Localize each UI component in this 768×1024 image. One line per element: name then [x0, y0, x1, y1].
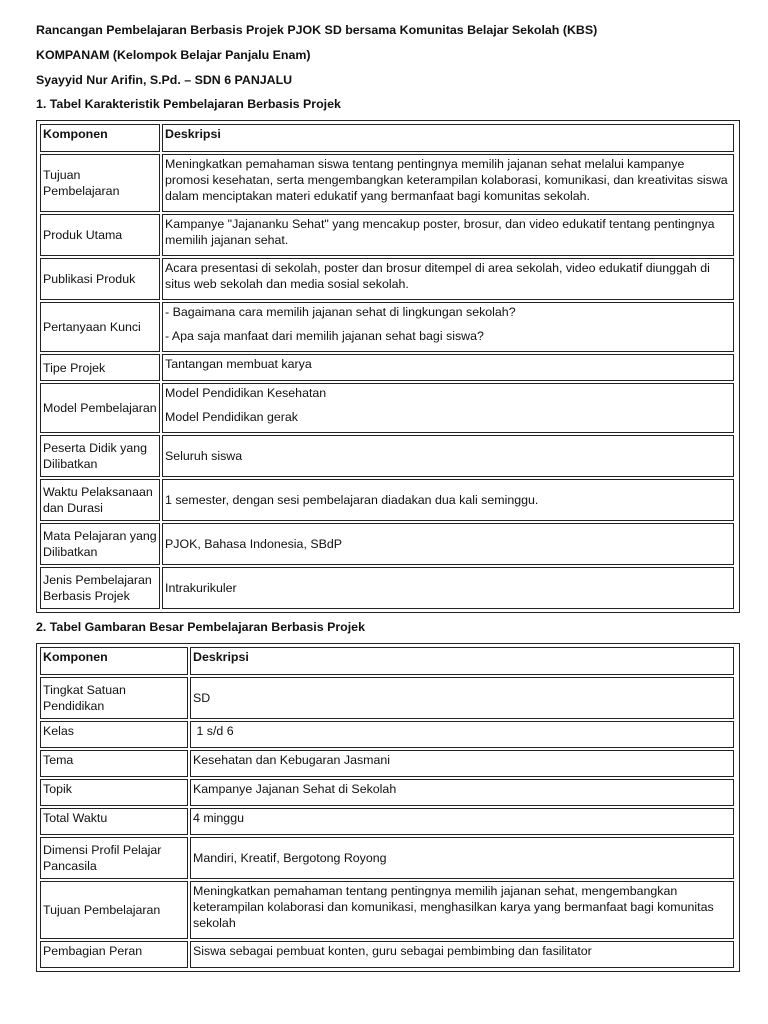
table-header-row — [39, 646, 737, 676]
author-line: Syayyid Nur Arifin, S.Pd. – SDN 6 PANJALU — [36, 73, 293, 87]
row-label: Waktu Pelaksanaan dan Durasi — [40, 479, 160, 521]
table-row — [39, 720, 737, 749]
table-row — [39, 522, 737, 566]
row-label: Tipe Projek — [40, 354, 160, 381]
row-label: Tujuan Pembelajaran — [40, 881, 188, 939]
table-row — [39, 257, 737, 301]
row-value: Acara presentasi di sekolah, poster dan brosur ditempel di area sekolah, video edukatif diunggah di situs web sekolah dan media sosial sekolah. — [162, 258, 734, 300]
document-title: Rancangan Pembelajaran Berbasis Projek PJOK SD bersama Komunitas Belajar Sekolah (KBS) — [36, 23, 598, 37]
key-question-1: - Bagaimana cara memilih jajanan sehat di lingkungan sekolah? — [165, 305, 516, 319]
table-row — [39, 353, 737, 382]
group-name: KOMPANAM (Kelompok Belajar Panjalu Enam) — [36, 48, 311, 62]
row-value: Siswa sebagai pembuat konten, guru sebagai pembimbing dan fasilitator — [190, 941, 734, 968]
table-row — [39, 836, 737, 880]
table-row — [39, 940, 737, 969]
model-item-2: Model Pendidikan gerak — [165, 410, 298, 424]
row-value: Seluruh siswa — [162, 435, 734, 477]
table-row — [39, 382, 737, 434]
table-karakteristik — [36, 120, 740, 613]
table-row — [39, 434, 737, 478]
table1-heading: 1. Tabel Karakteristik Pembelajaran Berbasis Projek — [36, 97, 341, 111]
row-label: Dimensi Profil Pelajar Pancasila — [40, 837, 188, 879]
row-value — [162, 302, 734, 352]
row-label: Tingkat Satuan Pendidikan — [40, 677, 188, 719]
table-row — [39, 807, 737, 836]
table-row — [39, 478, 737, 522]
table-gambaran-besar — [36, 643, 740, 972]
table-row — [39, 749, 737, 778]
row-value: Intrakurikuler — [162, 567, 734, 609]
header-deskripsi: Deskripsi — [190, 647, 734, 675]
table-row — [39, 778, 737, 807]
row-value: 4 minggu — [190, 808, 734, 835]
row-value: Meningkatkan pemahaman tentang pentingnya memilih jajanan sehat, mengembangkan keterampilan kolaborasi dan komunikasi, menghasilkan karya yang bermanfaat bagi komunitas sekolah — [190, 881, 734, 939]
row-label: Publikasi Produk — [40, 258, 160, 300]
row-label: Pembagian Peran — [40, 941, 188, 968]
row-label: Tujuan Pembelajaran — [40, 154, 160, 212]
row-label: Topik — [40, 779, 188, 806]
row-label: Model Pembelajaran — [40, 383, 160, 433]
table-row — [39, 153, 737, 213]
table-row — [39, 566, 737, 610]
row-value: Kesehatan dan Kebugaran Jasmani — [190, 750, 734, 777]
row-value: Meningkatkan pemahaman siswa tentang pentingnya memilih jajanan sehat melalui kampanye promosi kesehatan, serta mengembangkan keterampilan kolaborasi, komunikasi, dan kreativitas siswa dalam menciptakan materi edukatif yang bermanfaat bagi komunitas sekolah. — [162, 154, 734, 212]
row-value: 1 s/d 6 — [190, 721, 734, 748]
row-label: Tema — [40, 750, 188, 777]
row-label: Jenis Pembelajaran Berbasis Projek — [40, 567, 160, 609]
table-row — [39, 213, 737, 257]
row-value: Kampanye Jajanan Sehat di Sekolah — [190, 779, 734, 806]
row-label: Pertanyaan Kunci — [40, 302, 160, 352]
header-komponen: Komponen — [40, 124, 160, 152]
header-komponen: Komponen — [40, 647, 188, 675]
row-value: SD — [190, 677, 734, 719]
row-label: Peserta Didik yang Dilibatkan — [40, 435, 160, 477]
header-deskripsi: Deskripsi — [162, 124, 734, 152]
row-value: Kampanye "Jajananku Sehat" yang mencakup poster, brosur, dan video edukatif tentang pentingnya memilih jajanan sehat. — [162, 214, 734, 256]
row-value: Mandiri, Kreatif, Bergotong Royong — [190, 837, 734, 879]
table-row — [39, 676, 737, 720]
table-row — [39, 301, 737, 353]
table-row — [39, 880, 737, 940]
table-header-row — [39, 123, 737, 153]
row-label: Produk Utama — [40, 214, 160, 256]
row-value: 1 semester, dengan sesi pembelajaran diadakan dua kali seminggu. — [162, 479, 734, 521]
table2-heading: 2. Tabel Gambaran Besar Pembelajaran Berbasis Projek — [36, 620, 365, 634]
key-question-2: - Apa saja manfaat dari memilih jajanan sehat bagi siswa? — [165, 329, 484, 343]
row-label: Mata Pelajaran yang Dilibatkan — [40, 523, 160, 565]
row-label: Kelas — [40, 721, 188, 748]
row-value: Tantangan membuat karya — [162, 354, 734, 381]
row-value: PJOK, Bahasa Indonesia, SBdP — [162, 523, 734, 565]
model-item-1: Model Pendidikan Kesehatan — [165, 386, 327, 400]
row-value — [162, 383, 734, 433]
row-label: Total Waktu — [40, 808, 188, 835]
